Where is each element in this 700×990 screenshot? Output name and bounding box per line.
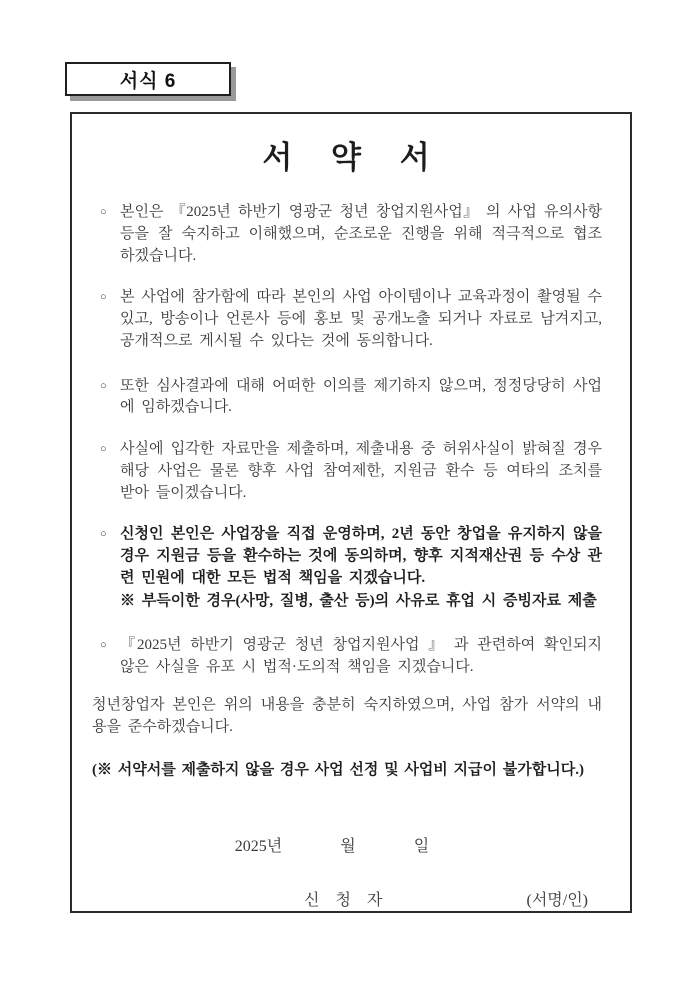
paragraph-text: 본 사업에 참가함에 따라 본인의 사업 아이템이나 교육과정이 촬영될 수 있고, 방송이나 언론사 등에 홍보 및 공개노출 되거나 자료로 남겨지고, 공개적으로 게시될 수 있다는 것에 동의합니다. [120, 289, 602, 349]
circle-bullet: ○ [100, 291, 107, 304]
pledge-paragraph-6 [100, 635, 602, 679]
date-month: 월 [340, 838, 356, 856]
form-number-box [65, 62, 231, 96]
pledge-paragraph-5 [100, 524, 602, 612]
pledge-paragraph-3 [100, 376, 602, 420]
signature-stamp-label: (서명/인) [526, 892, 588, 910]
date-line [92, 833, 572, 856]
circle-bullet: ○ [100, 528, 107, 541]
pledge-paragraph-1 [100, 202, 602, 267]
circle-bullet: ○ [100, 443, 107, 455]
pledge-paragraph-4 [100, 439, 602, 504]
warning-note: (※ 서약서를 제출하지 않을 경우 사업 선정 및 사업비 지급이 불가합니다.) [92, 762, 584, 779]
paragraph-text: 신청인 본인은 사업장을 직접 운영하며, 2년 동안 창업을 유지하지 않을 경우 지원금 등을 환수하는 것에 동의하며, 향후 지적재산권 등 수상 관련 민원에 대한 모든 법적 책임을 지겠습니다. [120, 526, 602, 586]
applicant-label: 신 청 자 [304, 892, 389, 910]
paragraph-text: 본인은 『2025년 하반기 영광군 청년 창업지원사업』 의 사업 유의사항 등을 잘 숙지하고 이해했으며, 순조로운 진행을 위해 적극적으로 협조 하겠습니다. [120, 204, 602, 264]
paragraph-note: ※ 부득이한 경우(사망, 질병, 출산 등)의 사유로 휴업 시 증빙자료 제출 [120, 592, 597, 609]
signature-line [304, 887, 588, 910]
circle-bullet: ○ [100, 206, 107, 218]
paragraph-text: 사실에 입각한 자료만을 제출하며, 제출내용 중 허위사실이 밝혀질 경우 해당 사업은 물론 향후 사업 참여제한, 지원금 환수 등 여타의 조치를 받아 들이겠습니다. [120, 441, 602, 501]
paragraph-text-group [120, 524, 602, 612]
circle-bullet: ○ [100, 379, 107, 392]
pledge-document-box [70, 112, 632, 913]
paragraph-text: 『2025년 하반기 영광군 청년 창업지원사업 』 과 관련하여 확인되지 않은 사실을 유포 시 법적·도의적 책임을 지겠습니다. [120, 637, 602, 675]
form-number-label: 서식 6 [119, 70, 177, 92]
paragraph-text: 또한 심사결과에 대해 어떠한 이의를 제기하지 않으며, 정정당당히 사업에 임하겠습니다. [120, 377, 602, 416]
pledge-paragraph-2 [100, 287, 602, 352]
circle-bullet: ○ [100, 639, 107, 652]
closing-statement: 청년창업자 본인은 위의 내용을 충분히 숙지하였으며, 사업 참가 서약의 내용을 준수하겠습니다. [92, 696, 602, 735]
date-day: 일 [413, 838, 430, 856]
date-year: 2025년 [234, 838, 283, 856]
page-title: 서 약 서 [262, 140, 432, 175]
